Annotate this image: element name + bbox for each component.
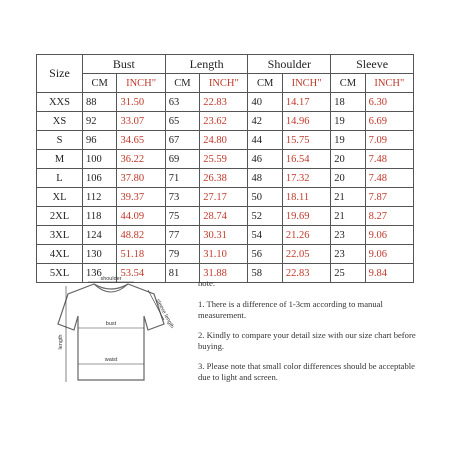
inch-value-cell: 16.54 (282, 150, 330, 169)
inch-value-cell: 27.17 (200, 188, 248, 207)
length-header: Length (165, 55, 248, 74)
inch-value-cell: 25.59 (200, 150, 248, 169)
cm-value-cell: 44 (248, 131, 282, 150)
cm-value-cell: 106 (82, 169, 116, 188)
cm-value-cell: 67 (165, 131, 199, 150)
size-cell: 5XL (37, 264, 83, 283)
size-cell: 3XL (37, 226, 83, 245)
table-row (37, 169, 414, 188)
table-unit-row (37, 74, 414, 93)
cm-value-cell: 65 (165, 112, 199, 131)
size-cell: L (37, 169, 83, 188)
inch-value-cell: 31.88 (200, 264, 248, 283)
cm-value-cell: 58 (248, 264, 282, 283)
inch-value-cell: 14.96 (282, 112, 330, 131)
cm-value-cell: 19 (331, 112, 365, 131)
cm-value-cell: 23 (331, 245, 365, 264)
inch-value-cell: 44.09 (117, 207, 165, 226)
cm-value-cell: 75 (165, 207, 199, 226)
inch-value-cell: 9.84 (365, 264, 413, 283)
size-cell: M (37, 150, 83, 169)
inch-value-cell: 23.62 (200, 112, 248, 131)
note-item-2: 2. Kindly to compare your detail size with our size chart before buying. (198, 330, 416, 351)
inch-value-cell: 34.65 (117, 131, 165, 150)
inch-value-cell: 7.87 (365, 188, 413, 207)
table-header-row (37, 55, 414, 74)
cm-value-cell: 21 (331, 207, 365, 226)
inch-value-cell: 9.06 (365, 226, 413, 245)
cm-value-cell: 100 (82, 150, 116, 169)
table-row (37, 112, 414, 131)
cm-value-cell: 92 (82, 112, 116, 131)
cm-value-cell: 77 (165, 226, 199, 245)
tshirt-outline (58, 284, 164, 380)
cm-value-cell: 50 (248, 188, 282, 207)
inch-value-cell: 21.26 (282, 226, 330, 245)
inch-value-cell: 8.27 (365, 207, 413, 226)
cm-value-cell: 63 (165, 93, 199, 112)
unit-cm: CM (82, 74, 116, 93)
inch-value-cell: 14.17 (282, 93, 330, 112)
cm-value-cell: 79 (165, 245, 199, 264)
size-cell: 4XL (37, 245, 83, 264)
cm-value-cell: 112 (82, 188, 116, 207)
notes-label: note: (198, 278, 216, 288)
cm-value-cell: 130 (82, 245, 116, 264)
cm-value-cell: 96 (82, 131, 116, 150)
cm-value-cell: 20 (331, 150, 365, 169)
cm-value-cell: 54 (248, 226, 282, 245)
cm-value-cell: 136 (82, 264, 116, 283)
inch-value-cell: 26.38 (200, 169, 248, 188)
size-table-body (37, 93, 414, 283)
shoulder-header: Shoulder (248, 55, 331, 74)
diagram-label-shoulder: shoulder (100, 276, 122, 282)
bust-header: Bust (82, 55, 165, 74)
size-header: Size (37, 55, 83, 93)
cm-value-cell: 69 (165, 150, 199, 169)
inch-value-cell: 53.54 (117, 264, 165, 283)
size-cell: XL (37, 188, 83, 207)
inch-value-cell: 19.69 (282, 207, 330, 226)
size-cell: S (37, 131, 83, 150)
size-cell: XS (37, 112, 83, 131)
inch-value-cell: 33.07 (117, 112, 165, 131)
inch-value-cell: 17.32 (282, 169, 330, 188)
size-cell: 2XL (37, 207, 83, 226)
table-row (37, 226, 414, 245)
tshirt-diagram-svg (36, 272, 186, 392)
table-row (37, 150, 414, 169)
cm-value-cell: 56 (248, 245, 282, 264)
inch-value-cell: 22.05 (282, 245, 330, 264)
size-cell: XXS (37, 93, 83, 112)
note-item-3: 3. Please note that small color differences should be acceptable due to light and screen. (198, 361, 415, 382)
unit-inch: INCH" (200, 74, 248, 93)
unit-cm: CM (331, 74, 365, 93)
cm-value-cell: 48 (248, 169, 282, 188)
inch-value-cell: 9.06 (365, 245, 413, 264)
inch-value-cell: 28.74 (200, 207, 248, 226)
cm-value-cell: 40 (248, 93, 282, 112)
unit-cm: CM (165, 74, 199, 93)
inch-value-cell: 51.18 (117, 245, 165, 264)
cm-value-cell: 124 (82, 226, 116, 245)
cm-value-cell: 42 (248, 112, 282, 131)
inch-value-cell: 7.48 (365, 169, 413, 188)
note-item-1: 1. There is a difference of 1-3cm according to manual measurement. (198, 299, 383, 320)
cm-value-cell: 21 (331, 188, 365, 207)
inch-value-cell: 22.83 (282, 264, 330, 283)
inch-value-cell: 31.50 (117, 93, 165, 112)
table-row (37, 188, 414, 207)
table-row (37, 131, 414, 150)
inch-value-cell: 7.09 (365, 131, 413, 150)
cm-value-cell: 71 (165, 169, 199, 188)
cm-value-cell: 118 (82, 207, 116, 226)
inch-value-cell: 6.69 (365, 112, 413, 131)
cm-value-cell: 20 (331, 169, 365, 188)
tshirt-neckline (94, 284, 128, 292)
notes-section (198, 278, 418, 392)
inch-value-cell: 6.30 (365, 93, 413, 112)
cm-value-cell: 81 (165, 264, 199, 283)
cm-value-cell: 52 (248, 207, 282, 226)
inch-value-cell: 36.22 (117, 150, 165, 169)
inch-value-cell: 39.37 (117, 188, 165, 207)
inch-value-cell: 18.11 (282, 188, 330, 207)
inch-value-cell: 48.82 (117, 226, 165, 245)
cm-value-cell: 46 (248, 150, 282, 169)
diagram-label-bust: bust (105, 321, 117, 327)
inch-value-cell: 37.80 (117, 169, 165, 188)
diagram-label-waist: waist (104, 357, 118, 363)
inch-value-cell: 22.83 (200, 93, 248, 112)
table-row (37, 93, 414, 112)
diagram-label-sleeve: sleeve length (154, 298, 175, 330)
cm-value-cell: 25 (331, 264, 365, 283)
inch-value-cell: 31.10 (200, 245, 248, 264)
unit-inch: INCH" (282, 74, 330, 93)
unit-cm: CM (248, 74, 282, 93)
cm-value-cell: 88 (82, 93, 116, 112)
inch-value-cell: 30.31 (200, 226, 248, 245)
cm-value-cell: 73 (165, 188, 199, 207)
tshirt-measurement-diagram (36, 272, 186, 392)
table-row (37, 245, 414, 264)
table-row (37, 207, 414, 226)
cm-value-cell: 18 (331, 93, 365, 112)
cm-value-cell: 19 (331, 131, 365, 150)
diagram-label-length: length (58, 334, 64, 350)
inch-value-cell: 15.75 (282, 131, 330, 150)
inch-value-cell: 7.48 (365, 150, 413, 169)
size-chart-table (36, 54, 414, 283)
unit-inch: INCH" (365, 74, 413, 93)
unit-inch: INCH" (117, 74, 165, 93)
inch-value-cell: 24.80 (200, 131, 248, 150)
cm-value-cell: 23 (331, 226, 365, 245)
sleeve-header: Sleeve (331, 55, 414, 74)
